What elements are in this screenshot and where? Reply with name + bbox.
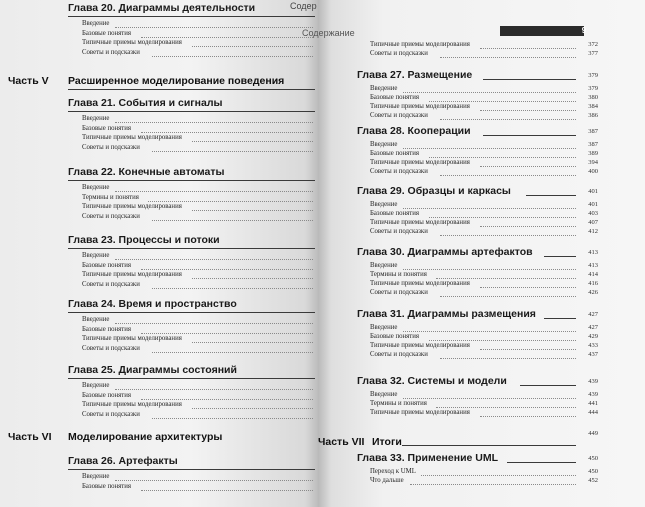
part-label: Часть VI xyxy=(8,431,52,443)
leader-dots xyxy=(141,333,314,334)
toc-entry: Типичные приемы моделирования xyxy=(370,159,470,166)
toc-entry: Базовые понятия xyxy=(82,325,131,333)
leader-dots xyxy=(192,278,313,279)
toc-entry: Советы и подсказки xyxy=(82,48,140,56)
part-title: Моделирование архитектуры xyxy=(68,431,223,443)
toc-entry: Советы и подсказки xyxy=(370,289,428,296)
chapter-rule xyxy=(520,385,576,386)
leader-dots xyxy=(403,398,576,399)
leader-dots xyxy=(141,37,314,38)
chapter-rule xyxy=(68,16,315,17)
part-title: Итоги xyxy=(372,436,402,448)
chapter-page-number: 387 xyxy=(588,128,598,135)
leader-dots xyxy=(410,484,576,485)
leader-dots xyxy=(403,269,576,270)
leader-dots xyxy=(192,408,313,409)
leader-dots xyxy=(440,358,576,359)
toc-entry: Советы и подсказки xyxy=(370,351,428,358)
leader-dots xyxy=(152,220,313,221)
toc-entry: Введение xyxy=(370,391,398,398)
toc-entry: Введение xyxy=(370,262,398,269)
entry-page-number: 444 xyxy=(588,409,598,416)
leader-dots xyxy=(115,191,313,192)
toc-entry: Типичные приемы моделирования xyxy=(82,401,182,409)
entry-page-number: 384 xyxy=(588,103,598,110)
chapter-rule xyxy=(68,180,315,181)
leader-dots xyxy=(152,352,313,353)
toc-entry: Введение xyxy=(82,184,110,191)
entry-page-number: 437 xyxy=(588,351,598,358)
toc-entry: Базовые понятия xyxy=(370,333,419,340)
chapter-title: Глава 23. Процессы и потоки xyxy=(68,234,220,246)
toc-entry: Типичные приемы моделирования xyxy=(82,39,182,47)
chapter-rule xyxy=(68,248,315,249)
leader-dots xyxy=(480,166,576,167)
leader-dots xyxy=(115,389,313,390)
leader-dots xyxy=(115,122,313,123)
chapter-title: Глава 26. Артефакты xyxy=(68,455,178,467)
leader-dots xyxy=(440,175,576,176)
toc-entry: Советы и подсказки xyxy=(82,280,140,288)
toc-entry: Типичные приемы моделирования xyxy=(370,41,470,48)
chapter-rule xyxy=(544,318,576,319)
toc-entry: Введение xyxy=(370,201,398,208)
leader-dots xyxy=(480,287,576,288)
leader-dots xyxy=(152,288,313,289)
chapter-title: Глава 27. Размещение xyxy=(357,69,473,81)
leader-dots xyxy=(192,46,313,47)
entry-page-number: 439 xyxy=(588,391,598,398)
chapter-page-number: 450 xyxy=(588,455,598,462)
leader-dots xyxy=(115,259,313,260)
toc-entry: Советы и подсказки xyxy=(370,168,428,175)
toc-entry: Советы и подсказки xyxy=(82,410,140,418)
toc-entry: Типичные приемы моделирования xyxy=(370,280,470,287)
entry-page-number: 427 xyxy=(588,324,598,331)
leader-dots xyxy=(403,92,576,93)
toc-entry: Типичные приемы моделирования xyxy=(82,203,182,211)
chapter-title: Глава 20. Диаграммы деятельности xyxy=(68,2,256,14)
chapter-rule xyxy=(483,135,576,136)
toc-entry: Базовые понятия xyxy=(82,391,131,399)
toc-entry: Советы и подсказки xyxy=(370,228,428,235)
leader-dots xyxy=(440,296,576,297)
leader-dots xyxy=(152,418,313,419)
leader-dots xyxy=(141,399,314,400)
toc-entry: Введение xyxy=(370,85,398,92)
entry-page-number: 386 xyxy=(588,112,598,119)
part-label: Часть V xyxy=(8,75,49,87)
chapter-title: Глава 30. Диаграммы артефактов xyxy=(357,246,533,258)
chapter-title: Глава 22. Конечные автоматы xyxy=(68,166,225,178)
leader-dots xyxy=(115,480,313,481)
leader-dots xyxy=(192,210,313,211)
toc-entry: Базовые понятия xyxy=(82,261,131,269)
entry-page-number: 394 xyxy=(588,159,598,166)
toc-entry: Советы и подсказки xyxy=(82,344,140,352)
leader-dots xyxy=(440,57,576,58)
leader-dots xyxy=(403,208,576,209)
chapter-page-number: 439 xyxy=(588,378,598,385)
toc-entry: Введение xyxy=(82,20,110,27)
chapter-title: Глава 32. Системы и модели xyxy=(357,375,507,387)
entry-page-number: 379 xyxy=(588,85,598,92)
part-page-number: 449 xyxy=(588,430,598,437)
entry-page-number: 380 xyxy=(588,94,598,101)
entry-page-number: 372 xyxy=(588,41,598,48)
toc-entry: Введение xyxy=(82,115,110,122)
toc-entry: Введение xyxy=(370,324,398,331)
toc-entry: Типичные приемы моделирования xyxy=(370,103,470,110)
chapter-rule xyxy=(526,195,576,196)
entry-page-number: 377 xyxy=(588,50,598,57)
chapter-rule xyxy=(68,378,315,379)
entry-page-number: 433 xyxy=(588,342,598,349)
chapter-page-number: 379 xyxy=(588,72,598,79)
entry-page-number: 414 xyxy=(588,271,598,278)
chapter-rule xyxy=(68,89,315,90)
page-number: 9 xyxy=(581,26,587,35)
chapter-page-number: 413 xyxy=(588,249,598,256)
toc-entry: Советы и подсказки xyxy=(82,212,140,220)
entry-page-number: 389 xyxy=(588,150,598,157)
entry-page-number: 387 xyxy=(588,141,598,148)
toc-entry: Введение xyxy=(370,141,398,148)
leader-dots xyxy=(192,342,313,343)
toc-entry: Советы и подсказки xyxy=(370,50,428,57)
toc-entry: Базовые понятия xyxy=(82,29,131,37)
entry-page-number: 426 xyxy=(588,289,598,296)
toc-entry: Что дальше xyxy=(370,477,404,484)
leader-dots xyxy=(480,226,576,227)
leader-dots xyxy=(115,323,313,324)
chapter-page-number: 401 xyxy=(588,188,598,195)
toc-entry: Базовые понятия xyxy=(370,210,419,217)
leader-dots xyxy=(440,235,576,236)
entry-page-number: 412 xyxy=(588,228,598,235)
toc-entry: Термины и понятия xyxy=(82,193,139,201)
toc-entry: Типичные приемы моделирования xyxy=(370,219,470,226)
leader-dots xyxy=(436,278,576,279)
entry-page-number: 401 xyxy=(588,201,598,208)
entry-page-number: 403 xyxy=(588,210,598,217)
left-running-title: Содер xyxy=(290,1,317,11)
leader-dots xyxy=(141,490,314,491)
chapter-rule xyxy=(544,256,576,257)
toc-entry: Введение xyxy=(82,252,110,259)
leader-dots xyxy=(429,157,577,158)
chapter-rule xyxy=(402,445,576,446)
leader-dots xyxy=(403,331,576,332)
chapter-page-number: 427 xyxy=(588,311,598,318)
toc-entry: Типичные приемы моделирования xyxy=(370,409,470,416)
leader-dots xyxy=(480,48,576,49)
toc-entry: Типичные приемы моделирования xyxy=(82,271,182,279)
toc-entry: Введение xyxy=(82,473,110,480)
right-running-title: Содержание xyxy=(302,28,355,38)
toc-entry: Термины и понятия xyxy=(370,400,427,407)
part-title: Расширенное моделирование поведения xyxy=(68,75,285,87)
entry-page-number: 429 xyxy=(588,333,598,340)
entry-page-number: 413 xyxy=(588,262,598,269)
chapter-rule xyxy=(483,79,576,80)
chapter-title: Глава 31. Диаграммы размещения xyxy=(357,308,536,320)
chapter-title: Глава 21. События и сигналы xyxy=(68,97,223,109)
leader-dots xyxy=(480,110,576,111)
chapter-rule xyxy=(68,469,315,470)
leader-dots xyxy=(192,141,313,142)
toc-entry: Советы и подсказки xyxy=(82,143,140,151)
chapter-title: Глава 29. Образцы и каркасы xyxy=(357,185,511,197)
entry-page-number: 441 xyxy=(588,400,598,407)
chapter-title: Глава 24. Время и пространство xyxy=(68,298,237,310)
chapter-rule xyxy=(68,312,315,313)
toc-entry: Базовые понятия xyxy=(370,150,419,157)
leader-dots xyxy=(152,151,313,152)
leader-dots xyxy=(429,217,577,218)
entry-page-number: 450 xyxy=(588,468,598,475)
entry-page-number: 416 xyxy=(588,280,598,287)
leader-dots xyxy=(141,132,314,133)
toc-entry: Введение xyxy=(82,382,110,389)
leader-dots xyxy=(440,119,576,120)
entry-page-number: 452 xyxy=(588,477,598,484)
toc-entry: Базовые понятия xyxy=(82,124,131,132)
entry-page-number: 407 xyxy=(588,219,598,226)
leader-dots xyxy=(480,416,576,417)
toc-entry: Базовые понятия xyxy=(82,482,131,490)
toc-entry: Введение xyxy=(82,316,110,323)
leader-dots xyxy=(421,475,576,476)
toc-entry: Типичные приемы моделирования xyxy=(82,134,182,142)
chapter-rule xyxy=(68,111,315,112)
leader-dots xyxy=(141,269,314,270)
part-label: Часть VII xyxy=(318,436,365,448)
entry-page-number: 400 xyxy=(588,168,598,175)
leader-dots xyxy=(436,407,576,408)
leader-dots xyxy=(115,27,313,28)
header-bar xyxy=(500,26,584,36)
toc-entry: Переход к UML xyxy=(370,468,416,475)
toc-entry: Типичные приемы моделирования xyxy=(82,335,182,343)
chapter-rule xyxy=(507,462,576,463)
chapter-title: Глава 25. Диаграммы состояний xyxy=(68,364,237,376)
toc-entry: Советы и подсказки xyxy=(370,112,428,119)
leader-dots xyxy=(148,201,313,202)
leader-dots xyxy=(429,340,577,341)
chapter-title: Глава 28. Кооперации xyxy=(357,125,471,137)
leader-dots xyxy=(480,349,576,350)
leader-dots xyxy=(429,101,577,102)
chapter-title: Глава 33. Применение UML xyxy=(357,452,499,464)
toc-entry: Термины и понятия xyxy=(370,271,427,278)
leader-dots xyxy=(403,148,576,149)
leader-dots xyxy=(152,56,313,57)
toc-entry: Типичные приемы моделирования xyxy=(370,342,470,349)
toc-entry: Базовые понятия xyxy=(370,94,419,101)
